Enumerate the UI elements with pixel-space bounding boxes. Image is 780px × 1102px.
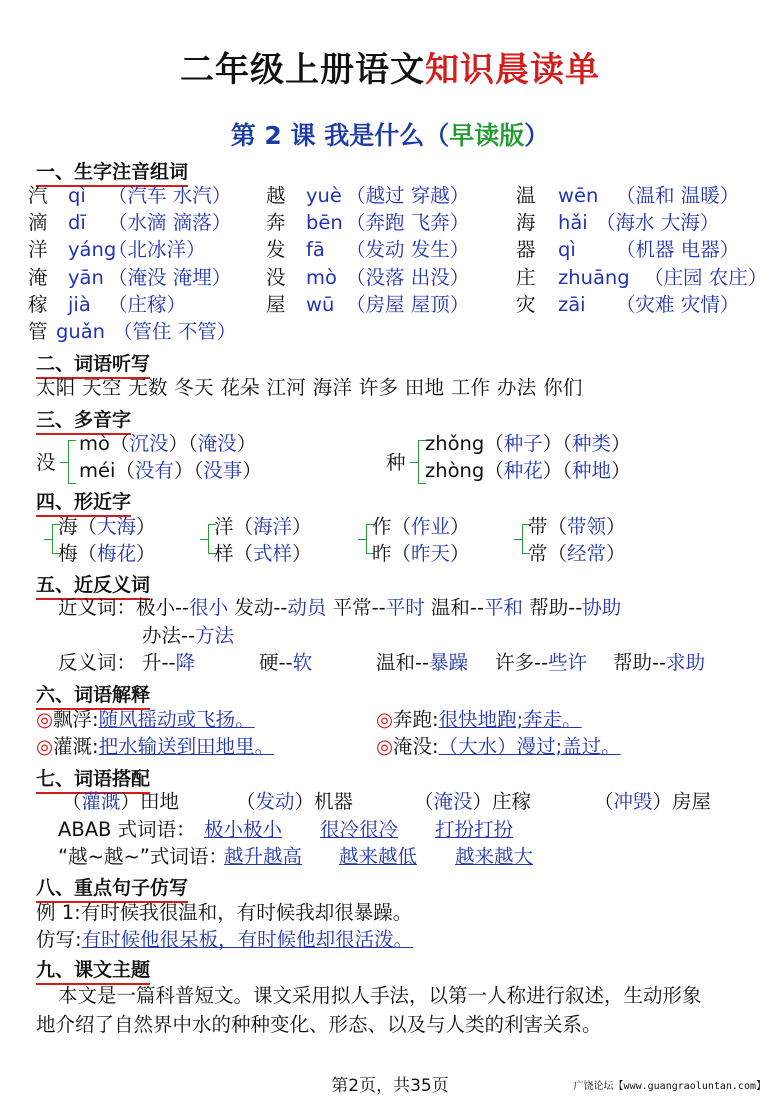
- pinyin-4-1: wū: [306, 292, 335, 316]
- colloc-open: （: [414, 790, 434, 813]
- explain-item-3: [376, 733, 621, 760]
- words-4-0: （庄稼）: [108, 292, 187, 316]
- words-1-2: （海水 大海）: [596, 211, 720, 235]
- section-heading-4: 四、形近字: [36, 487, 131, 517]
- char-5-0: 管: [28, 320, 48, 343]
- section-heading-5: 五、近反义词: [36, 570, 150, 600]
- pinyin-0-0: qì: [68, 184, 86, 207]
- explain-mark: ◎: [376, 708, 394, 731]
- polyphone-left-brace: [68, 440, 76, 484]
- antonym-pair-3: [495, 649, 587, 676]
- collocation-0: [62, 788, 179, 815]
- words-1-0: （水滴 滴落）: [108, 211, 232, 235]
- yue-word-1: 越来越低: [339, 845, 418, 868]
- section-heading-9: 九、课文主题: [36, 955, 150, 985]
- explain-item-2: [36, 733, 274, 760]
- similar-top-3: 带（带领）: [528, 515, 626, 538]
- similar-word-a: 作业: [411, 515, 451, 538]
- sep: ）: [611, 459, 631, 482]
- words-0-0: （汽车 水汽）: [108, 184, 232, 207]
- similar-bottom-2: 昨（昨天）: [372, 542, 470, 565]
- synonym-pair-3: [431, 596, 523, 619]
- colloc-noun: ）田地: [120, 790, 180, 813]
- antonym-pair-0: [142, 649, 195, 676]
- imitation-text: 有时候他很呆板，有时候他却很活泼。: [81, 928, 414, 951]
- words-2-2: （机器 电器）: [616, 238, 740, 262]
- colloc-noun: ）房屋: [652, 790, 712, 813]
- similar-word-b: 经常: [567, 542, 607, 565]
- subtitle-main: 第 2 课 我是什么（: [230, 121, 450, 150]
- pinyin-3-2: zhuāng: [558, 265, 630, 289]
- abab-word-0: 极小极小: [204, 818, 283, 841]
- colloc-open: （: [236, 790, 256, 813]
- synonym-a: 平常--: [332, 596, 386, 619]
- synonym-label: 近义词：: [58, 596, 137, 619]
- explain-item-0: [36, 706, 255, 733]
- similar-bottom-1: 样（式样）: [214, 542, 312, 565]
- subtitle-close: ）: [524, 121, 550, 150]
- explain-mark: ◎: [36, 708, 54, 731]
- pinyin-1-0: dī: [68, 211, 86, 235]
- synonyms-line2: [142, 622, 234, 649]
- polyphone-left-line2: [79, 457, 262, 484]
- synonym-b: 很小: [189, 596, 229, 619]
- py: zhòng（: [425, 459, 504, 482]
- sep: ）: [236, 432, 257, 455]
- synonym-pair-1: [234, 596, 326, 619]
- word: 淹没: [197, 432, 237, 455]
- word: 种类: [572, 432, 612, 455]
- pinyin-2-0: yáng: [68, 238, 117, 262]
- char-1-1: 奔: [266, 211, 286, 235]
- explain-word: 灌溉:: [53, 735, 99, 758]
- antonym-pair-1: [259, 649, 312, 676]
- antonyms-line: [58, 649, 136, 676]
- synonym-a: 办法--: [142, 624, 196, 647]
- char-4-1: 屋: [266, 292, 286, 316]
- char-4-0: 稼: [28, 292, 48, 316]
- pinyin-4-2: zāi: [558, 292, 586, 316]
- sep: ）（: [168, 432, 198, 455]
- words-4-2: （灾难 灾情）: [616, 292, 740, 316]
- antonym-a: 许多--: [495, 651, 549, 674]
- synonym-b: 协助: [582, 596, 622, 619]
- antonym-b: 暴躁: [429, 651, 469, 674]
- imitation-sentence: [36, 926, 413, 953]
- explain-def: 随风摇动或飞扬。: [98, 708, 255, 731]
- similar-word-b: 昨天: [411, 542, 451, 565]
- synonym-a: 发动--: [234, 596, 288, 619]
- similar-word-a: 海洋: [253, 515, 293, 538]
- words-2-1: （发动 发生）: [346, 238, 470, 262]
- collocation-2: [414, 788, 531, 815]
- word: 种子: [503, 432, 543, 455]
- yue-line: [58, 843, 228, 870]
- explain-mark: ◎: [376, 735, 394, 758]
- char-2-0: 洋: [28, 238, 48, 262]
- explain-def: 把水输送到田地里。: [98, 735, 275, 758]
- synonym-pair-0: [136, 596, 228, 619]
- similar-char-b: 昨: [372, 542, 392, 565]
- page-number: 第2页，共35页: [331, 1076, 449, 1096]
- title-red: 知识晨读单: [425, 50, 600, 90]
- section-heading-8: 八、重点句子仿写: [36, 873, 188, 903]
- synonym-a: 极小--: [136, 596, 190, 619]
- char-0-0: 汽: [28, 184, 48, 207]
- yue-word-2: 越来越大: [455, 845, 534, 868]
- py: zhǒng（: [425, 432, 504, 455]
- imitation-label: 仿写:: [36, 928, 82, 951]
- colloc-open: （: [594, 790, 614, 813]
- theme-line-1: 本文是一篇科普短文。课文采用拟人手法，以第一人称进行叙述，生动形象: [58, 984, 702, 1007]
- section-heading-6: 六、词语解释: [36, 680, 150, 710]
- antonym-a: 帮助--: [613, 651, 667, 674]
- synonym-b: 平和: [483, 596, 523, 619]
- words-5-0: （管住 不管）: [113, 320, 237, 343]
- antonym-b: 软: [292, 651, 313, 674]
- word: 种地: [572, 459, 612, 482]
- py: mò（: [79, 432, 130, 455]
- words-0-2: （温和 温暖）: [616, 184, 740, 207]
- title-black: 二年级上册语文: [180, 50, 425, 90]
- words-3-1: （没落 出没）: [346, 265, 470, 289]
- similar-char-b: 梅: [58, 542, 78, 565]
- abab-label: ABAB 式词语：: [58, 818, 196, 841]
- word: 没事: [203, 459, 243, 482]
- lesson-subtitle: [0, 116, 780, 152]
- example-sentence: [36, 899, 412, 926]
- similar-char-b: 常: [528, 542, 548, 565]
- char-2-1: 发: [266, 238, 286, 262]
- words-3-2: （庄园 农庄）: [644, 265, 768, 289]
- similar-char-a: 洋: [214, 515, 234, 538]
- word: 没有: [134, 459, 174, 482]
- abab-word-1: 很冷很冷: [320, 818, 399, 841]
- explain-word: 淹没:: [393, 735, 439, 758]
- similar-char-b: 样: [214, 542, 234, 565]
- synonym-pair-2: [333, 596, 425, 619]
- antonym-b: 求助: [666, 651, 706, 674]
- section-heading-7: 七、词语搭配: [36, 764, 150, 794]
- yue-label: “越~越~”式词语：: [58, 845, 228, 868]
- sep: ）（: [542, 459, 573, 482]
- pinyin-5-0: guǎn: [56, 320, 106, 343]
- section-heading-1: 一、生字注音组词: [36, 157, 188, 187]
- antonym-b: 降: [175, 651, 196, 674]
- char-0-2: 温: [516, 184, 536, 207]
- similar-bottom-3: 常（经常）: [528, 542, 626, 565]
- theme-line-2: 地介绍了自然界中水的种种变化、形态、以及与人类的利害关系。: [36, 1013, 602, 1036]
- sep: ）: [242, 459, 262, 482]
- polyphone-right-char: 种: [386, 451, 406, 474]
- explain-word: 奔跑:: [393, 708, 439, 731]
- pinyin-0-2: wēn: [558, 184, 599, 207]
- similar-top-1: 洋（海洋）: [214, 515, 312, 538]
- similar-char-a: 作: [372, 515, 392, 538]
- pinyin-0-1: yuè: [306, 184, 342, 207]
- colloc-noun: ）庄稼: [472, 790, 532, 813]
- explain-item-1: [376, 706, 582, 733]
- explain-mark: ◎: [36, 735, 54, 758]
- words-3-0: （淹没 淹埋）: [108, 265, 232, 289]
- char-1-0: 滴: [28, 211, 48, 235]
- collocation-3: [594, 788, 711, 815]
- char-3-2: 庄: [516, 265, 536, 289]
- py: méi（: [79, 459, 135, 482]
- site-watermark: 广饶论坛【www.guangraoluntan.com】: [573, 1081, 766, 1092]
- synonym-b: 平时: [385, 596, 425, 619]
- similar-word-a: 大海: [97, 515, 137, 538]
- synonym-pair-4: [529, 596, 621, 619]
- sep: ）（: [173, 459, 204, 482]
- polyphone-left-char: 没: [36, 451, 56, 474]
- similar-bottom-0: 梅（梅花）: [58, 542, 156, 565]
- dictation-words: 太阳 天空 无数 冬天 花朵 江河 海洋 许多 田地 工作 办法 你们: [36, 376, 583, 399]
- words-0-1: （越过 穿越）: [346, 184, 470, 207]
- sep: ）（: [542, 432, 573, 455]
- abab-word-2: 打扮打扮: [435, 818, 514, 841]
- similar-word-b: 梅花: [97, 542, 137, 565]
- pinyin-3-1: mò: [306, 265, 337, 289]
- similar-top-2: 作（作业）: [372, 515, 470, 538]
- synonym-a: 温和--: [430, 596, 484, 619]
- sep: ）: [611, 432, 631, 455]
- explain-word: 飘浮:: [53, 708, 99, 731]
- synonym-b: 方法: [195, 624, 235, 647]
- pinyin-2-2: qì: [558, 238, 576, 262]
- antonym-a: 硬--: [259, 651, 293, 674]
- pinyin-1-1: bēn: [306, 211, 343, 235]
- similar-word-b: 式样: [253, 542, 293, 565]
- similar-word-a: 带领: [567, 515, 607, 538]
- char-1-2: 海: [516, 211, 536, 235]
- char-0-1: 越: [266, 184, 286, 207]
- colloc-verb: 发动: [255, 790, 295, 813]
- example-text: 有时候我很温和，有时候我却很暴躁。: [80, 901, 413, 924]
- antonym-pair-2: [376, 649, 468, 676]
- pinyin-1-2: hǎi: [558, 211, 588, 235]
- antonym-a: 温和--: [376, 651, 430, 674]
- pinyin-4-0: jià: [68, 292, 91, 316]
- yue-word-0: 越升越高: [224, 845, 303, 868]
- explain-def: （大水）漫过;盖过。: [438, 735, 621, 758]
- pinyin-3-0: yān: [68, 265, 104, 289]
- pinyin-2-1: fā: [306, 238, 325, 262]
- polyphone-right-line1: [425, 430, 631, 457]
- collocation-1: [236, 788, 353, 815]
- subtitle-edition: 早读版: [449, 121, 525, 150]
- antonym-label: 反义词：: [58, 651, 137, 674]
- explain-def: 很快地跑;奔走。: [438, 708, 582, 731]
- char-3-1: 没: [266, 265, 286, 289]
- colloc-verb: 冲毁: [613, 790, 653, 813]
- char-3-0: 淹: [28, 265, 48, 289]
- colloc-noun: ）机器: [294, 790, 354, 813]
- words-4-1: （房屋 屋顶）: [346, 292, 470, 316]
- section-heading-2: 二、词语听写: [36, 349, 150, 379]
- similar-top-0: 海（大海）: [58, 515, 156, 538]
- antonym-pair-4: [613, 649, 705, 676]
- char-2-2: 器: [516, 238, 536, 262]
- colloc-open: （: [62, 790, 82, 813]
- polyphone-left-line1: [79, 430, 256, 457]
- antonym-a: 升--: [142, 651, 176, 674]
- word: 沉没: [129, 432, 169, 455]
- synonyms-line1: [58, 594, 621, 621]
- synonym-a: 帮助--: [529, 596, 583, 619]
- antonym-b: 些许: [548, 651, 588, 674]
- similar-char-a: 海: [58, 515, 78, 538]
- char-4-2: 灾: [516, 292, 536, 316]
- similar-char-a: 带: [528, 515, 548, 538]
- synonym-b: 动员: [287, 596, 327, 619]
- polyphone-right-line2: [425, 457, 631, 484]
- colloc-verb: 灌溉: [81, 790, 121, 813]
- words-2-0: （北冰洋）: [108, 238, 206, 262]
- abab-line: [58, 816, 196, 843]
- example-label: 例 1:: [36, 901, 81, 924]
- word: 种花: [503, 459, 543, 482]
- colloc-verb: 淹没: [433, 790, 473, 813]
- section-heading-3: 三、多音字: [36, 405, 131, 435]
- words-1-1: （奔跑 飞奔）: [346, 211, 470, 235]
- page-title: [0, 42, 780, 91]
